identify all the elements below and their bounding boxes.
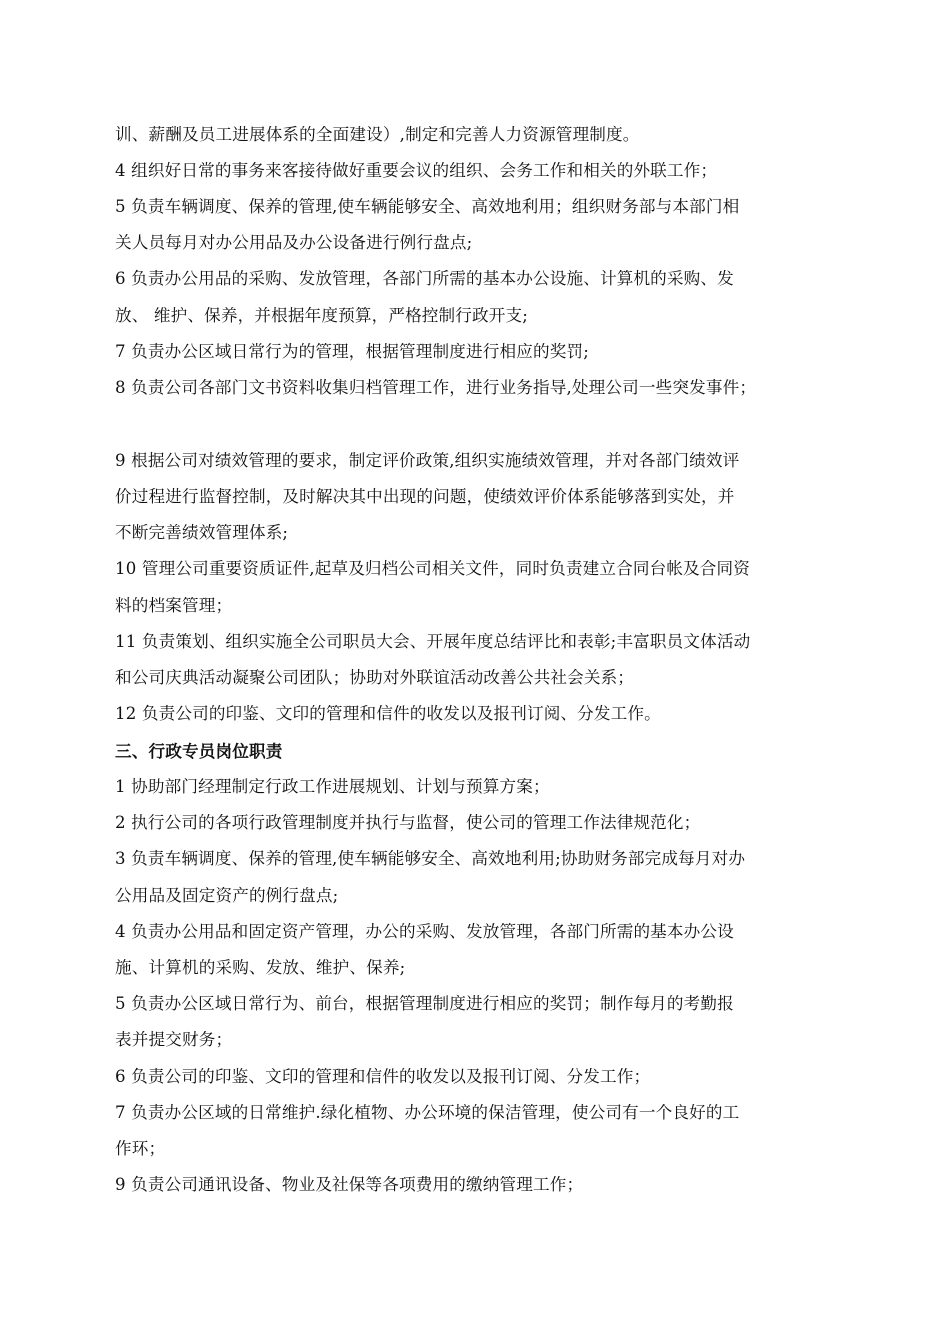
text-line: 5 负责办公区域日常行为、前台，根据管理制度进行相应的奖罚；制作每月的考勤报 [115, 994, 734, 1013]
text-line: 放、 维护、保养，并根据年度预算，严格控制行政开支; [115, 306, 529, 325]
text-line: 12 负责公司的印鉴、文印的管理和信件的收发以及报刊订阅、分发工作。 [115, 704, 661, 723]
text-line: 1 协助部门经理制定行政工作进展规划、计划与预算方案； [115, 777, 550, 796]
text-line: 7 负责办公区域的日常维护.绿化植物、办公环境的保洁管理，使公司有一个良好的工 [115, 1103, 740, 1122]
section-heading: 三、行政专员岗位职责 [115, 741, 283, 761]
text-line: 和公司庆典活动凝聚公司团队；协助对外联谊活动改善公共社会关系； [115, 668, 635, 687]
text-line: 9 根据公司对绩效管理的要求，制定评价政策,组织实施绩效管理，并对各部门绩效评 [115, 451, 740, 470]
text-line: 施、计算机的采购、发放、维护、保养; [115, 958, 406, 977]
text-line: 5 负责车辆调度、保养的管理,使车辆能够安全、高效地利用；组织财务部与本部门相 [115, 197, 740, 216]
text-line: 价过程进行监督控制，及时解决其中出现的问题，使绩效评价体系能够落到实处，并 [115, 487, 735, 506]
text-line: 3 负责车辆调度、保养的管理,使车辆能够安全、高效地利用;协助财务部完成每月对办 [115, 849, 746, 868]
text-line: 6 负责办公用品的采购、发放管理，各部门所需的基本办公设施、计算机的采购、发 [115, 269, 734, 288]
text-line: 4 组织好日常的事务来客接待做好重要会议的组织、会务工作和相关的外联工作； [115, 161, 718, 180]
text-line: 8 负责公司各部门文书资料收集归档管理工作，进行业务指导,处理公司一些突发事件； [115, 378, 757, 397]
text-line: 6 负责公司的印鉴、文印的管理和信件的收发以及报刊订阅、分发工作； [115, 1067, 651, 1086]
text-line: 料的档案管理； [115, 596, 233, 615]
text-line: 不断完善绩效管理体系; [115, 523, 289, 542]
text-line: 4 负责办公用品和固定资产管理，办公的采购、发放管理，各部门所需的基本办公设 [115, 922, 734, 941]
text-line: 11 负责策划、组织实施全公司职员大会、开展年度总结评比和表彰;丰富职员文体活动 [115, 632, 751, 651]
text-line: 10 管理公司重要资质证件,起草及归档公司相关文件，同时负责建立合同台帐及合同资 [115, 559, 751, 578]
text-line: 表并提交财务； [115, 1030, 233, 1049]
text-line: 公用品及固定资产的例行盘点; [115, 886, 339, 905]
text-line: 作环； [115, 1139, 166, 1158]
text-line: 9 负责公司通讯设备、物业及社保等各项费用的缴纳管理工作； [115, 1175, 584, 1194]
text-line: 训、薪酬及员工进展体系的全面建设）,制定和完善人力资源管理制度。 [115, 125, 640, 144]
text-line: 2 执行公司的各项行政管理制度并执行与监督，使公司的管理工作法律规范化； [115, 813, 701, 832]
text-line: 7 负责办公区域日常行为的管理，根据管理制度进行相应的奖罚; [115, 342, 589, 361]
text-line: 关人员每月对办公用品及办公设备进行例行盘点; [115, 233, 473, 252]
